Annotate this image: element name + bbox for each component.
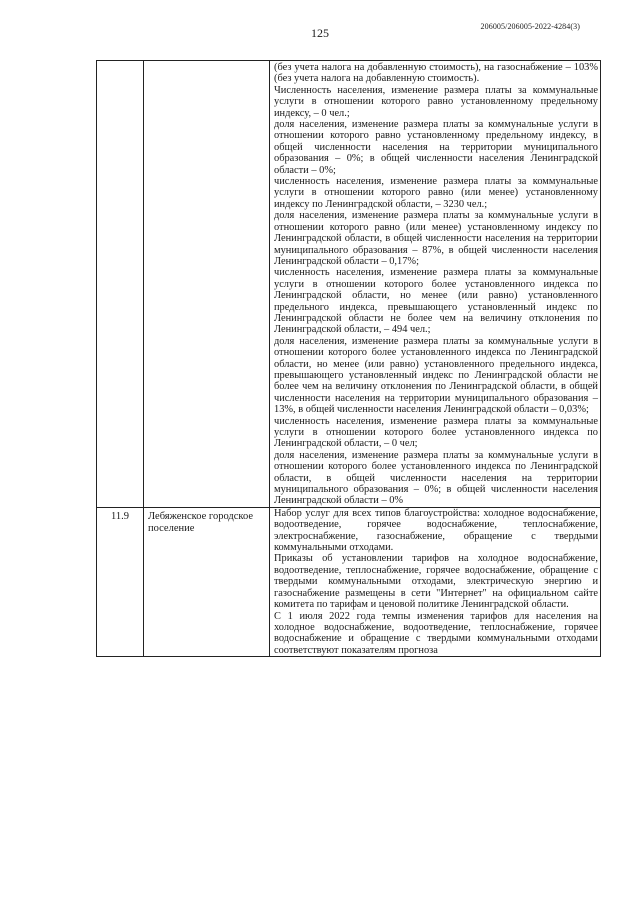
paragraph: Набор услуг для всех типов благоустройства: холодное водоснабжение, водоотведение, горячее водоснабжение, теплоснабжение, электроснабжение, газоснабжение, обращение с твердыми коммунальными отходами. bbox=[274, 507, 598, 554]
paragraph: численность населения, изменение размера платы за коммунальные услуги в отношении которого более установленного индекса по Ленинградской области, но менее (или равно) установленного предельного индекса, превышающего установленный индекс по Ленинградской области не более чем на величину отклонения по Ленинградской области, – 494 чел.; bbox=[274, 267, 598, 336]
cell-number-empty bbox=[97, 61, 144, 508]
paragraph: доля населения, изменение размера платы за коммунальные услуги в отношении которого более установленного индекса по Ленинградской области, но менее (или равно) установленного предельного индекса, превышающего установленный индекс по Ленинградской области не более чем на величину отклонения по Ленинградской области, в общей численности населения на территории муниципального образования – 13%, в общей численности населения Ленинградской области – 0,03%; bbox=[274, 335, 598, 416]
paragraph: Приказы об установлении тарифов на холодное водоснабжение, водоотведение, теплоснабжение, горячее водоснабжение, обращение с твердыми коммунальными отходами, электрическую энергию и газоснабжение размещены в сети "Интернет" на официальном сайте комитета по тарифам и ценовой политике Ленинградской области. bbox=[274, 553, 598, 611]
document-code: 206005/206005-2022-4284(3) bbox=[480, 22, 580, 31]
cell-description bbox=[270, 61, 601, 508]
paragraph: С 1 июля 2022 года темпы изменения тарифов для населения на холодное водоснабжение, водоотведение, теплоснабжение, горячее водоснабжение и обращение с твердыми коммунальными отходами соответствуют показателям прогноза bbox=[274, 610, 598, 656]
paragraph: численность населения, изменение размера платы за коммунальные услуги в отношении которого равно (или менее) установленному индексу по Ленинградской области, – 3230 чел.; bbox=[274, 176, 598, 210]
cell-name-empty bbox=[144, 61, 270, 508]
cell-description bbox=[270, 507, 601, 656]
table-row-11-9 bbox=[97, 507, 601, 656]
page-number: 125 bbox=[311, 26, 329, 40]
paragraph: доля населения, изменение размера платы за коммунальные услуги в отношении которого равно установленному предельному индексу, в общей численности населения на территории муниципального образования – 0%; в общей численности населения Ленинградской области – 0%; bbox=[274, 119, 598, 176]
paragraph: (без учета налога на добавленную стоимость), на газоснабжение – 103% (без учета налога на добавленную стоимость). bbox=[274, 62, 598, 85]
data-table bbox=[96, 60, 601, 657]
paragraph: доля населения, изменение размера платы за коммунальные услуги в отношении которого равно (или менее) установленному индексу по Ленинградской области, в общей численности населения на территории муниципального образования – 87%, в общей численности населения Ленинградской области – 0,17%; bbox=[274, 210, 598, 267]
municipality-name: Лебяженское городское поселение bbox=[144, 507, 270, 656]
paragraph: численность населения, изменение размера платы за коммунальные услуги в отношении которого более установленного индекса по Ленинградской области, – 0 чел; bbox=[274, 415, 598, 450]
table-row-continued bbox=[97, 61, 601, 508]
row-number: 11.9 bbox=[97, 507, 144, 656]
paragraph: Численность населения, изменение размера платы за коммунальные услуги в отношении которого равно установленному предельному индексу, – 0 чел.; bbox=[274, 84, 598, 119]
paragraph: доля населения, изменение размера платы за коммунальные услуги в отношении которого более установленного индекса по Ленинградской области, в общей численности населения на территории муниципального образования – 0%; в общей численности населения Ленинградской области – 0% bbox=[274, 449, 598, 507]
